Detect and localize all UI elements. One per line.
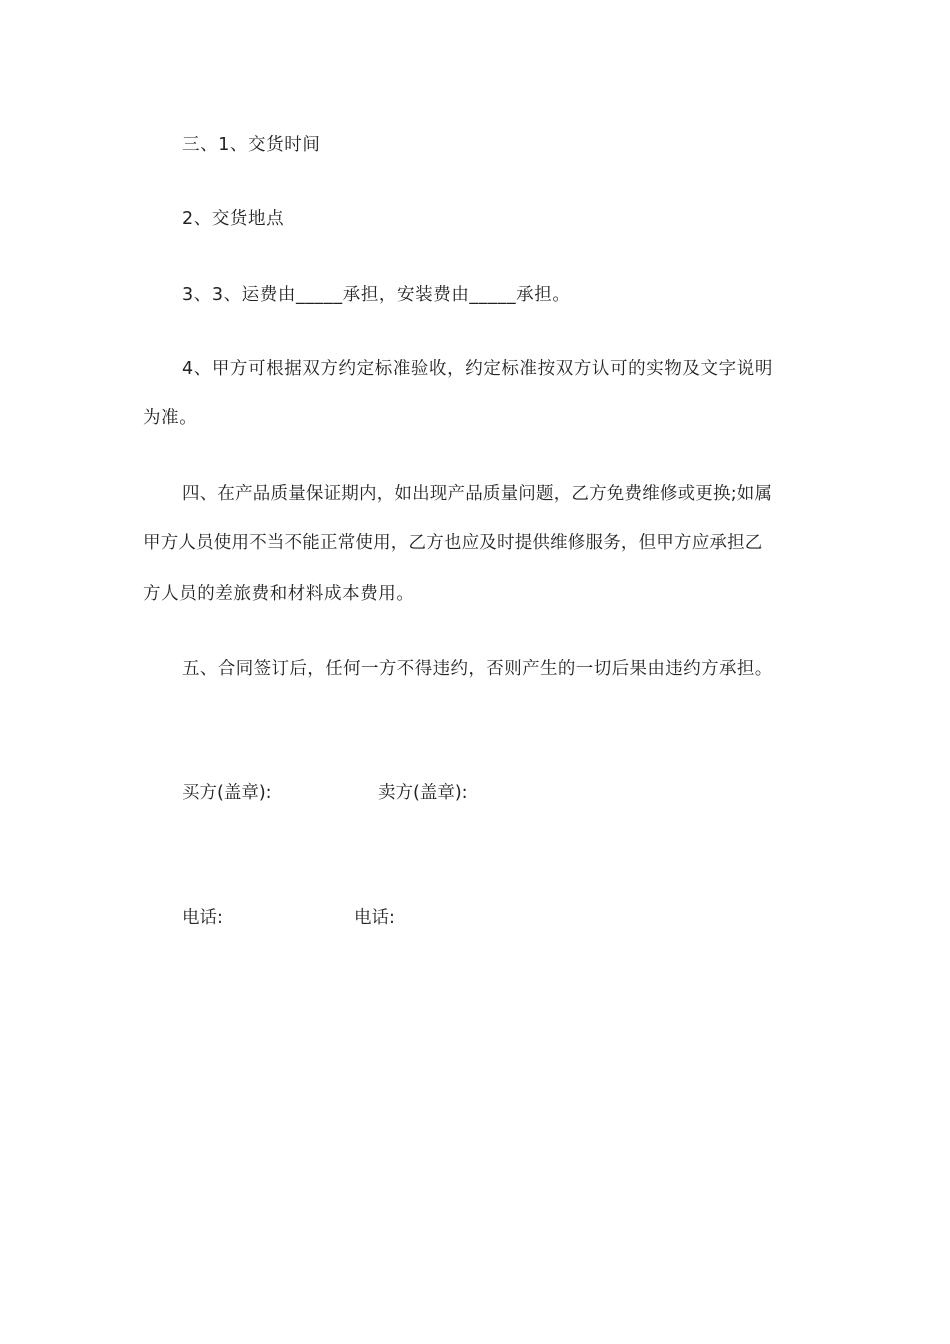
- buyer-seal-label: 买方(盖章):: [182, 783, 272, 803]
- clause-3-2: 2、交货地点: [182, 209, 285, 229]
- clause-4-line-3: 方人员的差旅费和材料成本费用。: [143, 584, 415, 604]
- clause-3-4-line-1: 4、甲方可根据双方约定标准验收，约定标准按双方认可的实物及文字说明: [182, 359, 773, 379]
- clause-4-line-2: 甲方人员使用不当不能正常使用，乙方也应及时提供维修服务，但甲方应承担乙: [143, 533, 763, 553]
- clause-5: 五、合同签订后，任何一方不得违约，否则产生的一切后果由违约方承担。: [182, 659, 773, 679]
- clause-3-3: 3、3、运费由_____承担，安装费由_____承担。: [182, 285, 571, 305]
- seller-seal-label: 卖方(盖章):: [378, 783, 468, 803]
- seller-phone-label: 电话:: [354, 908, 395, 928]
- clause-3-1: 三、1、交货时间: [182, 135, 321, 155]
- clause-4-line-1: 四、在产品质量保证期内，如出现产品质量问题，乙方免费维修或更换;如属: [182, 484, 773, 504]
- clause-3-4-line-2: 为准。: [143, 408, 198, 428]
- buyer-phone-label: 电话:: [182, 908, 223, 928]
